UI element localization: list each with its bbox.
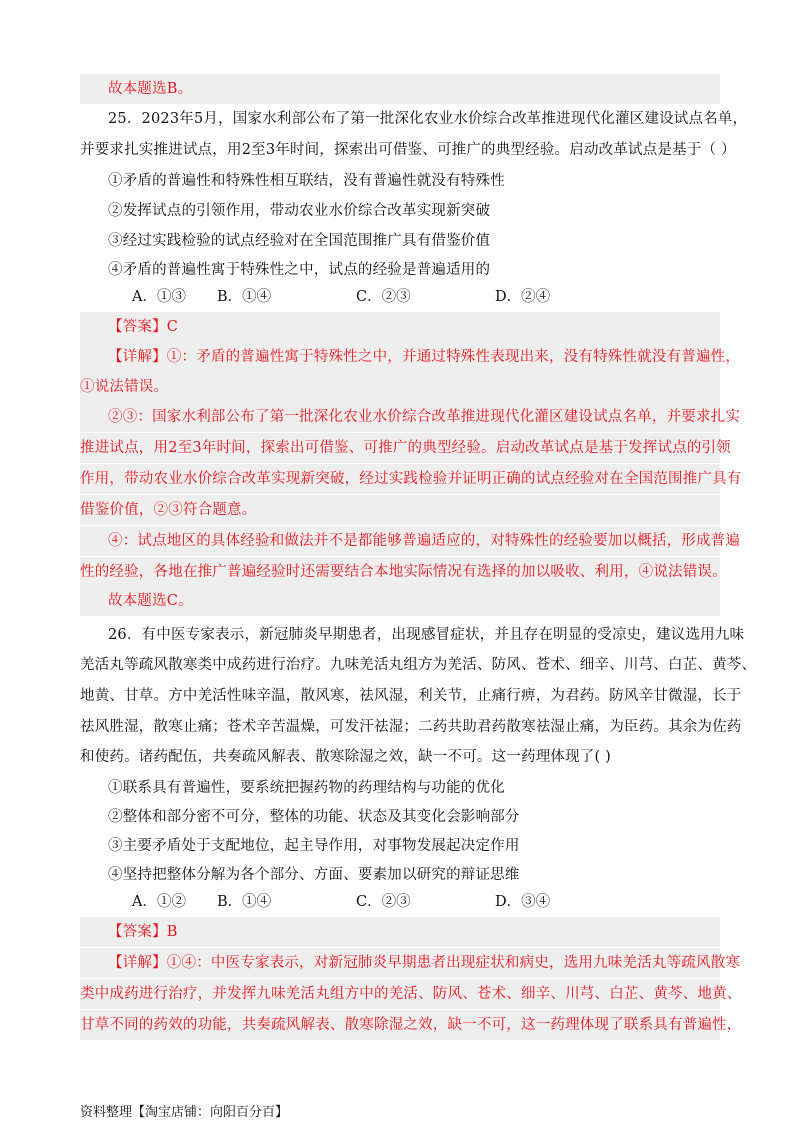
q25-choice-a: A．①③ bbox=[132, 289, 186, 305]
q26-choices bbox=[80, 887, 720, 917]
q26-detail-line-1: 【详解】①④：中医专家表示，对新冠肺炎早期患者出现症状和病史，选用九味羌活丸等疏风散寒 bbox=[80, 948, 720, 978]
q25-detail-line-7: ④：试点地区的具体经验和做法并不是都能够普遍适应的，对特殊性的经验要加以概括，形成普遍 bbox=[80, 526, 720, 556]
q26-option-3: ③主要矛盾处于支配地位，起主导作用，对事物发展起决定作用 bbox=[108, 838, 520, 854]
q26-choice-b: B．①④ bbox=[217, 894, 272, 910]
q26-detail-line-3: 甘草不同的药效的功能，共奏疏风解表、散寒除湿之效，缺一不可，这一药理体现了联系具有普遍性， bbox=[80, 1010, 720, 1040]
prev-conclusion: 故本题选B。 bbox=[80, 74, 720, 104]
q26-stem-line-1: 26．有中医专家表示，新冠肺炎早期患者，出现感冒症状，并且存在明显的受凉史，建议选用九味 bbox=[108, 627, 745, 643]
q26-stem-line-3: 地黄、甘草。方中羌活性味辛温，散风寒，祛风湿，利关节，止痛行痹，为君药。防风辛甘微湿，长于 bbox=[80, 688, 742, 704]
q25-answer: 【答案】C bbox=[80, 312, 720, 342]
q25-conclusion: 故本题选C。 bbox=[80, 586, 720, 616]
q26-detail-line-2: 类中成药进行治疗，并发挥九味羌活丸组方中的羌活、防风、苍术、细辛、川芎、白芷、黄芩、地黄、 bbox=[80, 979, 720, 1009]
q25-detail-line-8: 性的经验，各地在推广普遍经验时还需要结合本地实际情况有选择的加以吸收、利用，④说法错误。 bbox=[80, 557, 720, 587]
q26-option-4: ④坚持把整体分解为各个部分、方面、要素加以研究的辩证思维 bbox=[108, 867, 520, 883]
q25-choices bbox=[80, 282, 720, 312]
q26-answer: 【答案】B bbox=[80, 917, 720, 947]
q25-detail-line-4: 推进试点，用2至3年时间，探索出可借鉴、可推广的典型经验。启动改革试点是基于发挥试点的引领 bbox=[80, 433, 720, 463]
q26-option-2: ②整体和部分密不可分，整体的功能、状态及其变化会影响部分 bbox=[108, 809, 520, 825]
q25-detail-line-6: 借鉴价值，②③符合题意。 bbox=[80, 495, 720, 525]
q26-stem-line-5: 和使药。诸药配伍，共奏疏风解表、散寒除湿之效，缺一不可。这一药理体现了( ) bbox=[80, 749, 612, 765]
page-footer: 资料整理【淘宝店铺：向阳百分百】 bbox=[80, 1105, 289, 1120]
q26-choice-c: C．②③ bbox=[356, 894, 411, 910]
q25-choice-b: B．①④ bbox=[217, 289, 272, 305]
q25-option-3: ③经过实践检验的试点经验对在全国范围推广具有借鉴价值 bbox=[108, 233, 491, 249]
q25-option-4: ④矛盾的普遍性寓于特殊性之中，试点的经验是普遍适用的 bbox=[108, 262, 491, 278]
q25-detail-line-2: ①说法错误。 bbox=[80, 372, 720, 402]
q26-stem-line-2: 羌活丸等疏风散寒类中成药进行治疗。九味羌活丸组方为羌活、防风、苍术、细辛、川芎、白芷、黄芩、 bbox=[80, 657, 757, 673]
q25-choice-c: C．②③ bbox=[356, 289, 411, 305]
q25-detail-line-3: ②③：国家水利部公布了第一批深化农业水价综合改革推进现代化灌区建设试点名单，并要求扎实 bbox=[80, 402, 720, 432]
q26-choice-d: D．③④ bbox=[495, 894, 551, 910]
q25-choice-d: D．②④ bbox=[495, 289, 551, 305]
q25-detail-line-5: 作用，带动农业水价综合改革实现新突破，经过实践检验并证明正确的试点经验对在全国范围推广具有 bbox=[80, 464, 720, 494]
q25-option-1: ①矛盾的普遍性和特殊性相互联结，没有普遍性就没有特殊性 bbox=[108, 173, 505, 189]
q26-choice-a: A．①② bbox=[132, 894, 186, 910]
q25-detail-line-1: 【详解】①：矛盾的普遍性寓于特殊性之中，并通过特殊性表现出来，没有特殊性就没有普遍性， bbox=[80, 342, 720, 372]
q26-stem-line-4: 祛风胜湿，散寒止痛；苍术辛苦温燥，可发汗祛湿；二药共助君药散寒祛湿止痛，为臣药。其余为佐药 bbox=[80, 719, 742, 735]
q25-option-2: ②发挥试点的引领作用，带动农业水价综合改革实现新突破 bbox=[108, 203, 491, 219]
q25-stem-line-1: 25．2023年5月，国家水利部公布了第一批深化农业水价综合改革推进现代化灌区建设试点名单， bbox=[108, 111, 748, 127]
q26-option-1: ①联系具有普遍性，要系统把握药物的药理结构与功能的优化 bbox=[108, 780, 505, 796]
q25-stem-line-2: 并要求扎实推进试点，用2至3年时间，探索出可借鉴、可推广的典型经验。启动改革试点是基于（ ） bbox=[80, 142, 736, 158]
